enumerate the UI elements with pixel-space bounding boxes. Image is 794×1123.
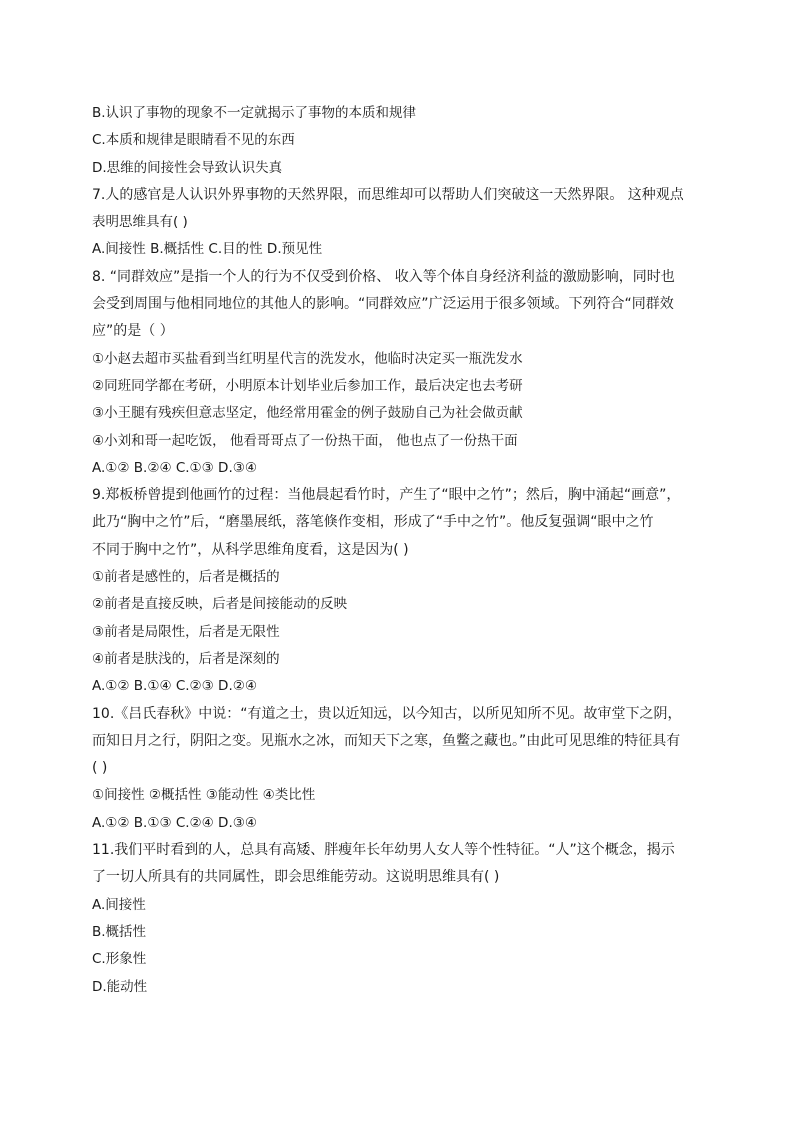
q9-stem-line-1: 9.郑板桥曾提到他画竹的过程：当他晨起看竹时，产生了“眼中之竹”；然后，胸中涌起“画意”， <box>92 487 681 504</box>
q6-option-c: C.本质和规律是眼睛看不见的东西 <box>92 132 295 149</box>
q10-stem-line-2: 而知日月之行，阴阳之变。见瓶水之冰，而知天下之寒，鱼鳖之藏也。”由此可见思维的特征具有 <box>92 732 681 749</box>
q6-option-b: B.认识了事物的现象不一定就揭示了事物的本质和规律 <box>92 105 417 121</box>
q7-stem-line-1: 7.人的感官是人认识外界事物的天然界限，而思维却可以帮助人们突破这一天然界限。 这种观点 <box>92 186 684 203</box>
q11-option-d: D.能动性 <box>92 978 148 995</box>
q6-option-d: D.思维的间接性会导致认识失真 <box>92 159 283 176</box>
q11-option-b: B.概括性 <box>92 923 147 940</box>
q9-statement-1: ①前者是感性的，后者是概括的 <box>92 569 280 586</box>
q8-statement-1: ①小赵去超市买盐看到当红明星代言的洗发水，他临时决定买一瓶洗发水 <box>92 350 523 367</box>
q11-option-c: C.形象性 <box>92 951 147 968</box>
q8-stem-line-3: 应”的是（ ） <box>92 323 174 340</box>
q9-stem-line-2: 此乃“胸中之竹”后，“磨墨展纸，落笔倏作变相，形成了“手中之竹”。他反复强调“眼中之竹 <box>92 514 654 531</box>
q9-statement-4: ④前者是肤浅的，后者是深刻的 <box>92 650 280 667</box>
document-page <box>92 100 717 1001</box>
q10-statements: ①间接性 ②概括性 ③能动性 ④类比性 <box>92 787 316 804</box>
q7-stem-line-2: 表明思维具有( ) <box>92 214 188 231</box>
q8-options: A.①② B.②④ C.①③ D.③④ <box>92 459 257 476</box>
q10-options: A.①② B.①③ C.②④ D.③④ <box>92 814 257 831</box>
q10-stem-line-1: 10.《吕氏春秋》中说：“有道之士，贵以近知远，以今知古，以所见知所不见。故审堂下之阴， <box>92 705 682 722</box>
q7-options: A.间接性 B.概括性 C.目的性 D.预见性 <box>92 241 323 258</box>
q10-stem-line-3: ( ) <box>92 760 108 777</box>
q9-statement-3: ③前者是局限性，后者是无限性 <box>92 623 280 640</box>
q9-options: A.①② B.①④ C.②③ D.②④ <box>92 678 257 695</box>
q11-stem-line-1: 11.我们平时看到的人，总具有高矮、胖瘦年长年幼男人女人等个性特征。“人”这个概念，揭示 <box>92 842 675 859</box>
q8-stem-line-1: 8. “同群效应”是指一个人的行为不仅受到价格、 收入等个体自身经济利益的激励影响，同时也 <box>92 268 675 285</box>
q9-stem-line-3: 不同于胸中之竹”，从科学思维角度看，这是因为( ) <box>92 541 409 558</box>
q8-statement-2: ②同班同学都在考研，小明原本计划毕业后参加工作，最后决定也去考研 <box>92 377 523 394</box>
q11-stem-line-2: 了一切人所具有的共同属性，即会思维能劳动。这说明思维具有( ) <box>92 869 500 886</box>
q9-statement-2: ②前者是直接反映，后者是间接能动的反映 <box>92 596 348 613</box>
q8-statement-3: ③小王腿有残疾但意志坚定，他经常用霍金的例子鼓励自己为社会做贡献 <box>92 405 523 422</box>
q8-stem-line-2: 会受到周围与他相同地位的其他人的影响。“同群效应”广泛运用于很多领域。下列符合“同群效 <box>92 296 674 313</box>
q11-option-a: A.间接性 <box>92 896 146 913</box>
q8-statement-4: ④小刘和哥一起吃饭， 他看哥哥点了一份热干面， 他也点了一份热干面 <box>92 432 518 449</box>
